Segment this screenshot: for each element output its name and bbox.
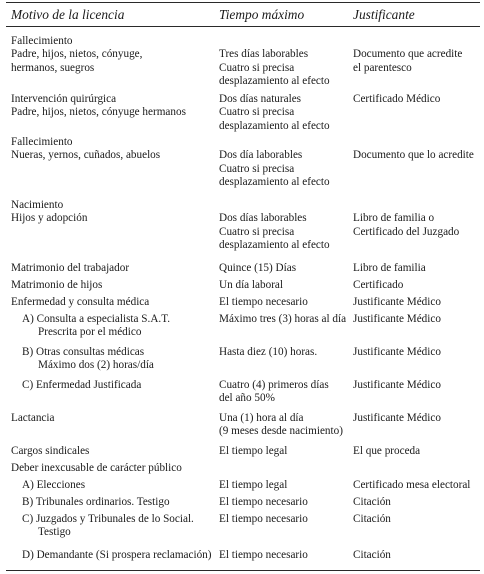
cell-line (219, 35, 330, 48)
cell-line: El que proceda (353, 445, 421, 457)
cell-line: Padre, hijos, nietos, cónyuge hermanos (11, 106, 186, 119)
justificante-cell (353, 513, 391, 526)
tiempo-cell (219, 136, 330, 189)
justificante-cell (353, 445, 420, 458)
header-tiempo: Tiempo máximo (219, 7, 305, 22)
cell-line: desplazamiento al efecto (219, 238, 330, 251)
motivo-cell (11, 136, 160, 163)
tiempo-cell (219, 313, 346, 326)
cell-line: Cuatro si precisa (219, 106, 295, 119)
tiempo-cell (219, 296, 308, 309)
cell-line: El tiempo necesario (219, 296, 308, 308)
cell-line: Nacimiento (11, 199, 64, 211)
cell-line: C) Juzgados y Tribunales de lo Social. (22, 513, 194, 525)
tiempo-cell (219, 496, 308, 509)
cell-line: Certificado (353, 279, 404, 291)
tiempo-cell (219, 513, 308, 526)
cell-line (219, 136, 330, 149)
cell-line: Libro de familia o (353, 212, 435, 225)
justificante-cell (353, 199, 459, 239)
cell-line: Quince (15) Días (219, 262, 297, 274)
cell-line: Dos días laborables (219, 212, 307, 225)
cell-line: El tiempo legal (219, 479, 288, 491)
tiempo-cell (219, 379, 329, 406)
tiempo-cell (219, 445, 287, 458)
tiempo-cell (219, 199, 330, 252)
cell-line: Cuatro (4) primeros días (219, 379, 329, 391)
cell-line: Nueras, yernos, cuñados, abuelos (11, 149, 161, 162)
cell-line: desplazamiento al efecto (219, 74, 330, 87)
cell-line: Matrimonio del trabajador (11, 262, 130, 274)
motivo-cell (11, 93, 186, 120)
cell-line: Hasta diez (10) horas. (219, 346, 318, 358)
cell-line (353, 462, 356, 475)
cell-line: Un día laboral (219, 279, 283, 291)
tiempo-cell (219, 35, 330, 88)
cell-line: Justificante Médico (353, 346, 441, 358)
cell-line: Matrimonio de hijos (11, 279, 103, 291)
motivo-cell (22, 313, 170, 340)
cell-line: Prescrita por el médico (38, 326, 142, 339)
header-justificante: Justificante (353, 7, 415, 22)
justificante-cell (353, 262, 426, 275)
justificante-cell (353, 93, 440, 106)
motivo-cell (11, 199, 87, 226)
justificante-cell (353, 462, 356, 475)
tiempo-cell (219, 262, 296, 275)
tiempo-cell (219, 549, 308, 562)
motivo-cell (22, 479, 85, 492)
cell-line: B) Otras consultas médicas (22, 346, 145, 358)
cell-line: Cuatro si precisa (219, 225, 295, 238)
cell-line: Citación (353, 513, 391, 525)
cell-line: C) Enfermedad Justificada (22, 379, 142, 391)
cell-line: hermanos, suegros (11, 61, 95, 74)
cell-line: Certificado mesa electoral (353, 479, 471, 491)
motivo-cell (11, 262, 129, 275)
justificante-cell (353, 313, 441, 326)
cell-line: Padre, hijos, nietos, cónyuge, (11, 48, 143, 61)
justificante-cell (353, 296, 441, 309)
cell-line: Una (1) hora al día (219, 412, 304, 424)
cell-line: Documento que lo acredite (353, 149, 474, 162)
cell-line: Máximo dos (2) horas/día (38, 359, 154, 372)
cell-line: Dos días naturales (219, 93, 302, 105)
cell-line: Justificante Médico (353, 313, 441, 325)
cell-line: Certificado del Juzgado (353, 225, 460, 238)
header-motivo: Motivo de la licencia (11, 7, 125, 22)
cell-line: Libro de familia (353, 262, 426, 274)
tiempo-cell (219, 479, 287, 492)
cell-line (219, 199, 330, 212)
cell-line: Cuatro si precisa (219, 61, 295, 74)
tiempo-cell (219, 279, 283, 292)
motivo-cell (11, 35, 142, 75)
cell-line (219, 462, 222, 475)
motivo-cell (22, 549, 211, 562)
cell-line (353, 35, 462, 48)
cell-line: Testigo (38, 526, 71, 539)
motivo-cell (22, 496, 170, 509)
cell-line: El tiempo legal (219, 445, 288, 457)
cell-line: (9 meses desde nacimiento) (219, 425, 343, 438)
cell-line: Dos día laborables (219, 149, 303, 162)
cell-line: Fallecimiento (11, 136, 73, 148)
cell-line: Intervención quirúrgica (11, 93, 117, 105)
cell-line: Certificado Médico (353, 93, 441, 105)
justificante-cell (353, 279, 403, 292)
tiempo-cell (219, 346, 317, 359)
cell-line: Tres días laborables (219, 48, 309, 61)
justificante-cell (353, 412, 441, 425)
cell-line: El tiempo necesario (219, 549, 308, 561)
motivo-cell (11, 445, 89, 458)
cell-line: Enfermedad y consulta médica (11, 296, 150, 308)
motivo-cell (22, 346, 154, 373)
justificante-cell (353, 549, 391, 562)
justificante-cell (353, 136, 474, 163)
cell-line: Justificante Médico (353, 412, 441, 424)
cell-line: Hijos y adopción (11, 212, 88, 225)
bottom-rule (6, 570, 480, 571)
cell-line: A) Consulta a especialista S.A.T. (22, 313, 170, 325)
cell-line: El tiempo necesario (219, 496, 308, 508)
cell-line: Fallecimiento (11, 35, 73, 47)
cell-line: Máximo tres (3) horas al día (219, 313, 347, 325)
motivo-cell (11, 462, 182, 475)
cell-line: Deber inexcusable de carácter público (11, 462, 182, 474)
cell-line (353, 136, 474, 149)
cell-line: Justificante Médico (353, 296, 441, 308)
cell-line: Documento que acredite (353, 48, 463, 61)
justificante-cell (353, 35, 462, 75)
cell-line (353, 199, 459, 212)
cell-line: Justificante Médico (353, 379, 441, 391)
cell-line: Lactancia (11, 412, 55, 424)
motivo-cell (11, 412, 54, 425)
tiempo-cell (219, 93, 330, 133)
tiempo-cell (219, 462, 222, 475)
cell-line: desplazamiento al efecto (219, 119, 330, 132)
cell-line: B) Tribunales ordinarios. Testigo (22, 496, 170, 508)
tiempo-cell (219, 412, 343, 439)
cell-line: el parentesco (353, 61, 412, 74)
cell-line: del año 50% (219, 392, 275, 405)
justificante-cell (353, 479, 470, 492)
motivo-cell (22, 513, 194, 540)
cell-line: Cargos sindicales (11, 445, 90, 457)
cell-line: D) Demandante (Si prospera reclamación) (22, 549, 212, 561)
cell-line: A) Elecciones (22, 479, 86, 491)
motivo-cell (11, 279, 102, 292)
motivo-cell (22, 379, 141, 392)
justificante-cell (353, 346, 441, 359)
cell-line: Citación (353, 496, 391, 508)
cell-line: Citación (353, 549, 391, 561)
justificante-cell (353, 496, 391, 509)
cell-line: El tiempo necesario (219, 513, 308, 525)
cell-line: Cuatro si precisa (219, 162, 295, 175)
motivo-cell (11, 296, 149, 309)
justificante-cell (353, 379, 441, 392)
cell-line: desplazamiento al efecto (219, 175, 330, 188)
